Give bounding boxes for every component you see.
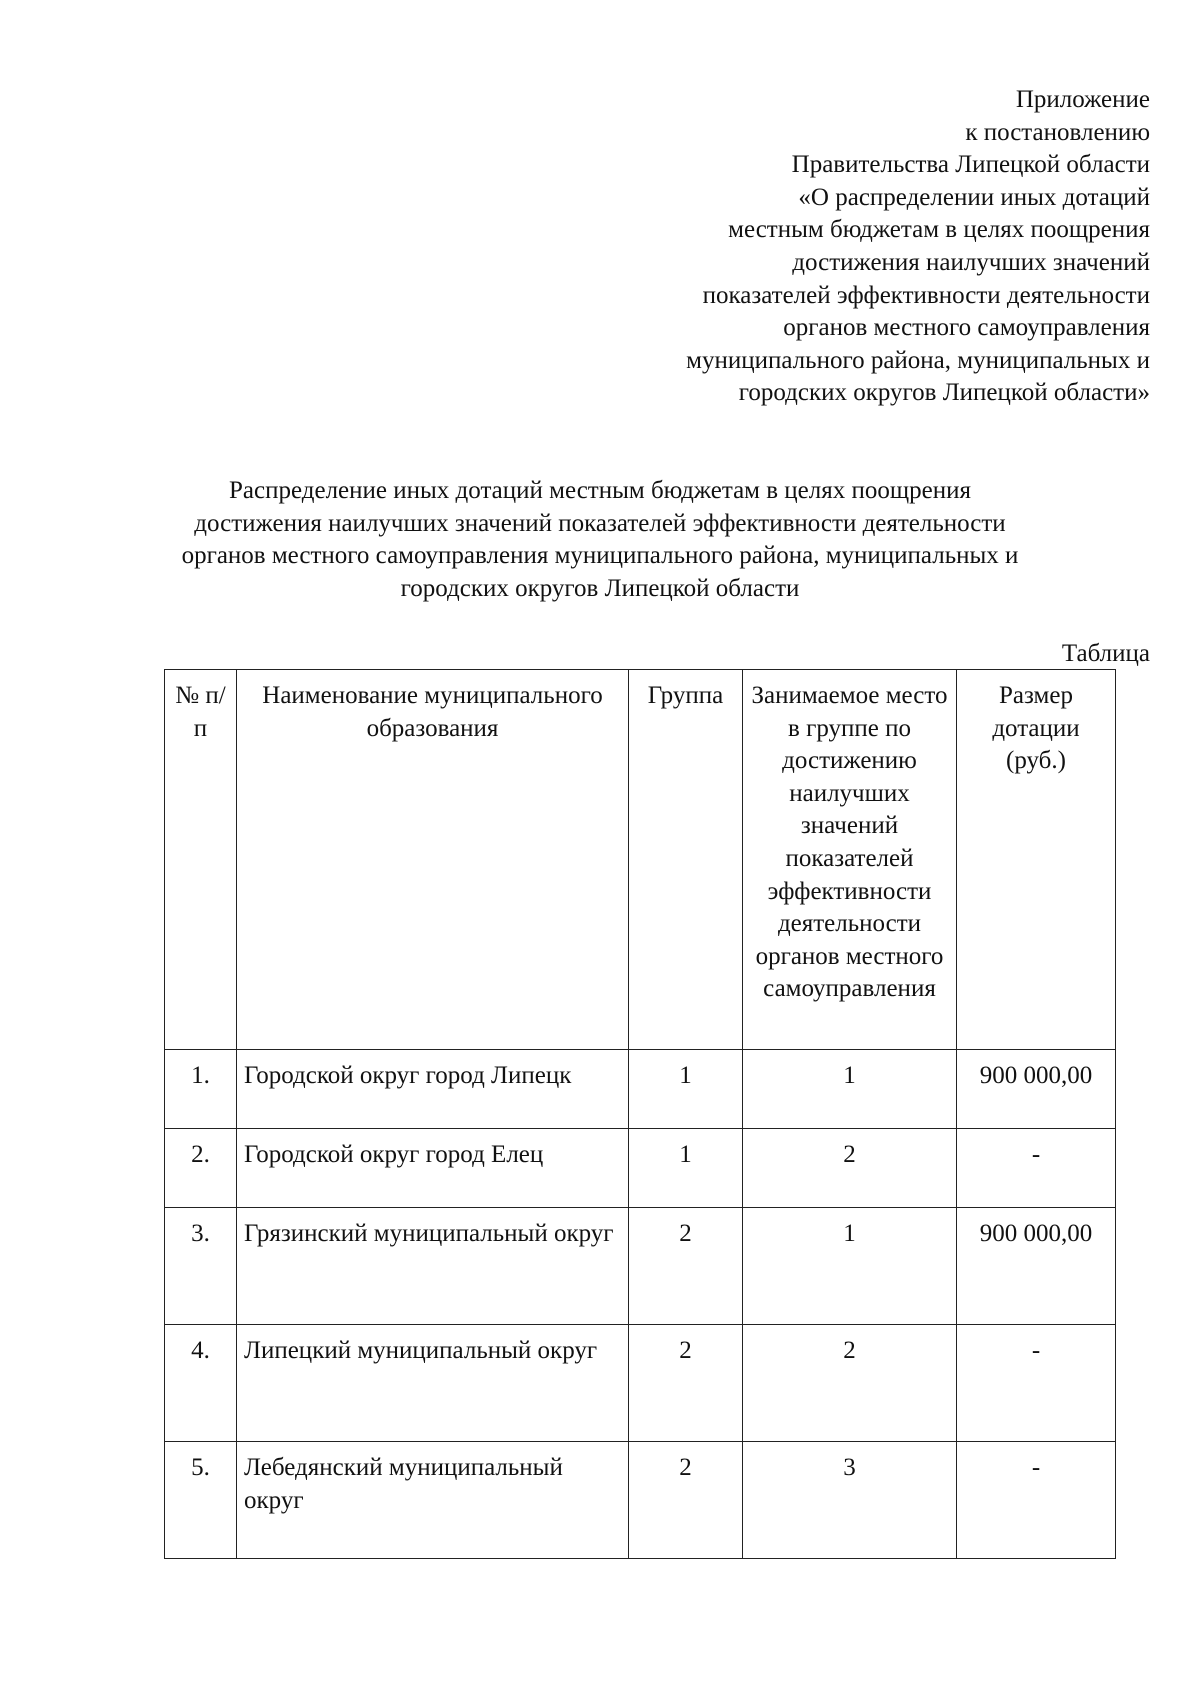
title-line: Распределение иных дотаций местным бюджетам в целях поощрения bbox=[229, 477, 971, 504]
appendix-line: Правительства Липецкой области bbox=[791, 151, 1150, 179]
cell-place: 2 bbox=[743, 1129, 957, 1208]
cell-name: Городской округ город Елец bbox=[237, 1129, 629, 1208]
header-num: № п/п bbox=[165, 670, 237, 1050]
cell-amount: - bbox=[957, 1325, 1116, 1442]
document-title bbox=[40, 475, 1160, 605]
cell-group: 1 bbox=[629, 1129, 743, 1208]
cell-amount: 900 000,00 bbox=[957, 1208, 1116, 1325]
cell-group: 2 bbox=[629, 1325, 743, 1442]
cell-name: Липецкий муниципальный округ bbox=[237, 1325, 629, 1442]
header-group: Группа bbox=[629, 670, 743, 1050]
cell-group: 2 bbox=[629, 1208, 743, 1325]
allocation-table bbox=[164, 669, 1116, 1559]
header-place: Занимаемое место в группе по достижению наилучших значений показателей эффективности деятельности органов местного самоуправления bbox=[743, 670, 957, 1050]
appendix-line: городских округов Липецкой области» bbox=[738, 379, 1150, 407]
cell-amount: - bbox=[957, 1442, 1116, 1559]
header-amount: Размер дотации (руб.) bbox=[957, 670, 1116, 1050]
cell-amount: 900 000,00 bbox=[957, 1050, 1116, 1129]
cell-amount: - bbox=[957, 1129, 1116, 1208]
cell-place: 2 bbox=[743, 1325, 957, 1442]
appendix-line: достижения наилучших значений bbox=[792, 248, 1150, 276]
table-row bbox=[165, 1208, 1116, 1325]
appendix-line: муниципального района, муниципальных и bbox=[686, 346, 1150, 374]
header-name: Наименование муниципального образования bbox=[237, 670, 629, 1050]
appendix-line: к постановлению bbox=[965, 118, 1150, 146]
table-row bbox=[165, 1129, 1116, 1208]
cell-name: Грязинский муниципальный округ bbox=[237, 1208, 629, 1325]
title-line: достижения наилучших значений показателей эффективности деятельности bbox=[194, 509, 1006, 537]
appendix-line: показателей эффективности деятельности bbox=[702, 281, 1150, 309]
cell-place: 1 bbox=[743, 1208, 957, 1325]
cell-num: 4. bbox=[165, 1325, 237, 1442]
appendix-line: органов местного самоуправления bbox=[783, 314, 1150, 342]
appendix-line: «О распределении иных дотаций bbox=[798, 183, 1150, 211]
table-row bbox=[165, 1442, 1116, 1559]
cell-group: 1 bbox=[629, 1050, 743, 1129]
table-caption: Таблица bbox=[1061, 640, 1150, 667]
table-row bbox=[165, 1325, 1116, 1442]
appendix-header bbox=[510, 84, 1150, 410]
title-line: органов местного самоуправления муниципального района, муниципальных и bbox=[181, 542, 1019, 569]
cell-place: 1 bbox=[743, 1050, 957, 1129]
cell-group: 2 bbox=[629, 1442, 743, 1559]
cell-name: Лебедянский муниципальный округ bbox=[237, 1442, 629, 1559]
cell-num: 1. bbox=[165, 1050, 237, 1129]
cell-num: 3. bbox=[165, 1208, 237, 1325]
title-line: городских округов Липецкой области bbox=[400, 574, 800, 602]
cell-place: 3 bbox=[743, 1442, 957, 1559]
appendix-line: Приложение bbox=[1015, 86, 1150, 113]
table-header-row bbox=[165, 670, 1116, 1050]
cell-name: Городской округ город Липецк bbox=[237, 1050, 629, 1129]
cell-num: 2. bbox=[165, 1129, 237, 1208]
cell-num: 5. bbox=[165, 1442, 237, 1559]
appendix-line: местным бюджетам в целях поощрения bbox=[728, 216, 1150, 244]
table-row bbox=[165, 1050, 1116, 1129]
